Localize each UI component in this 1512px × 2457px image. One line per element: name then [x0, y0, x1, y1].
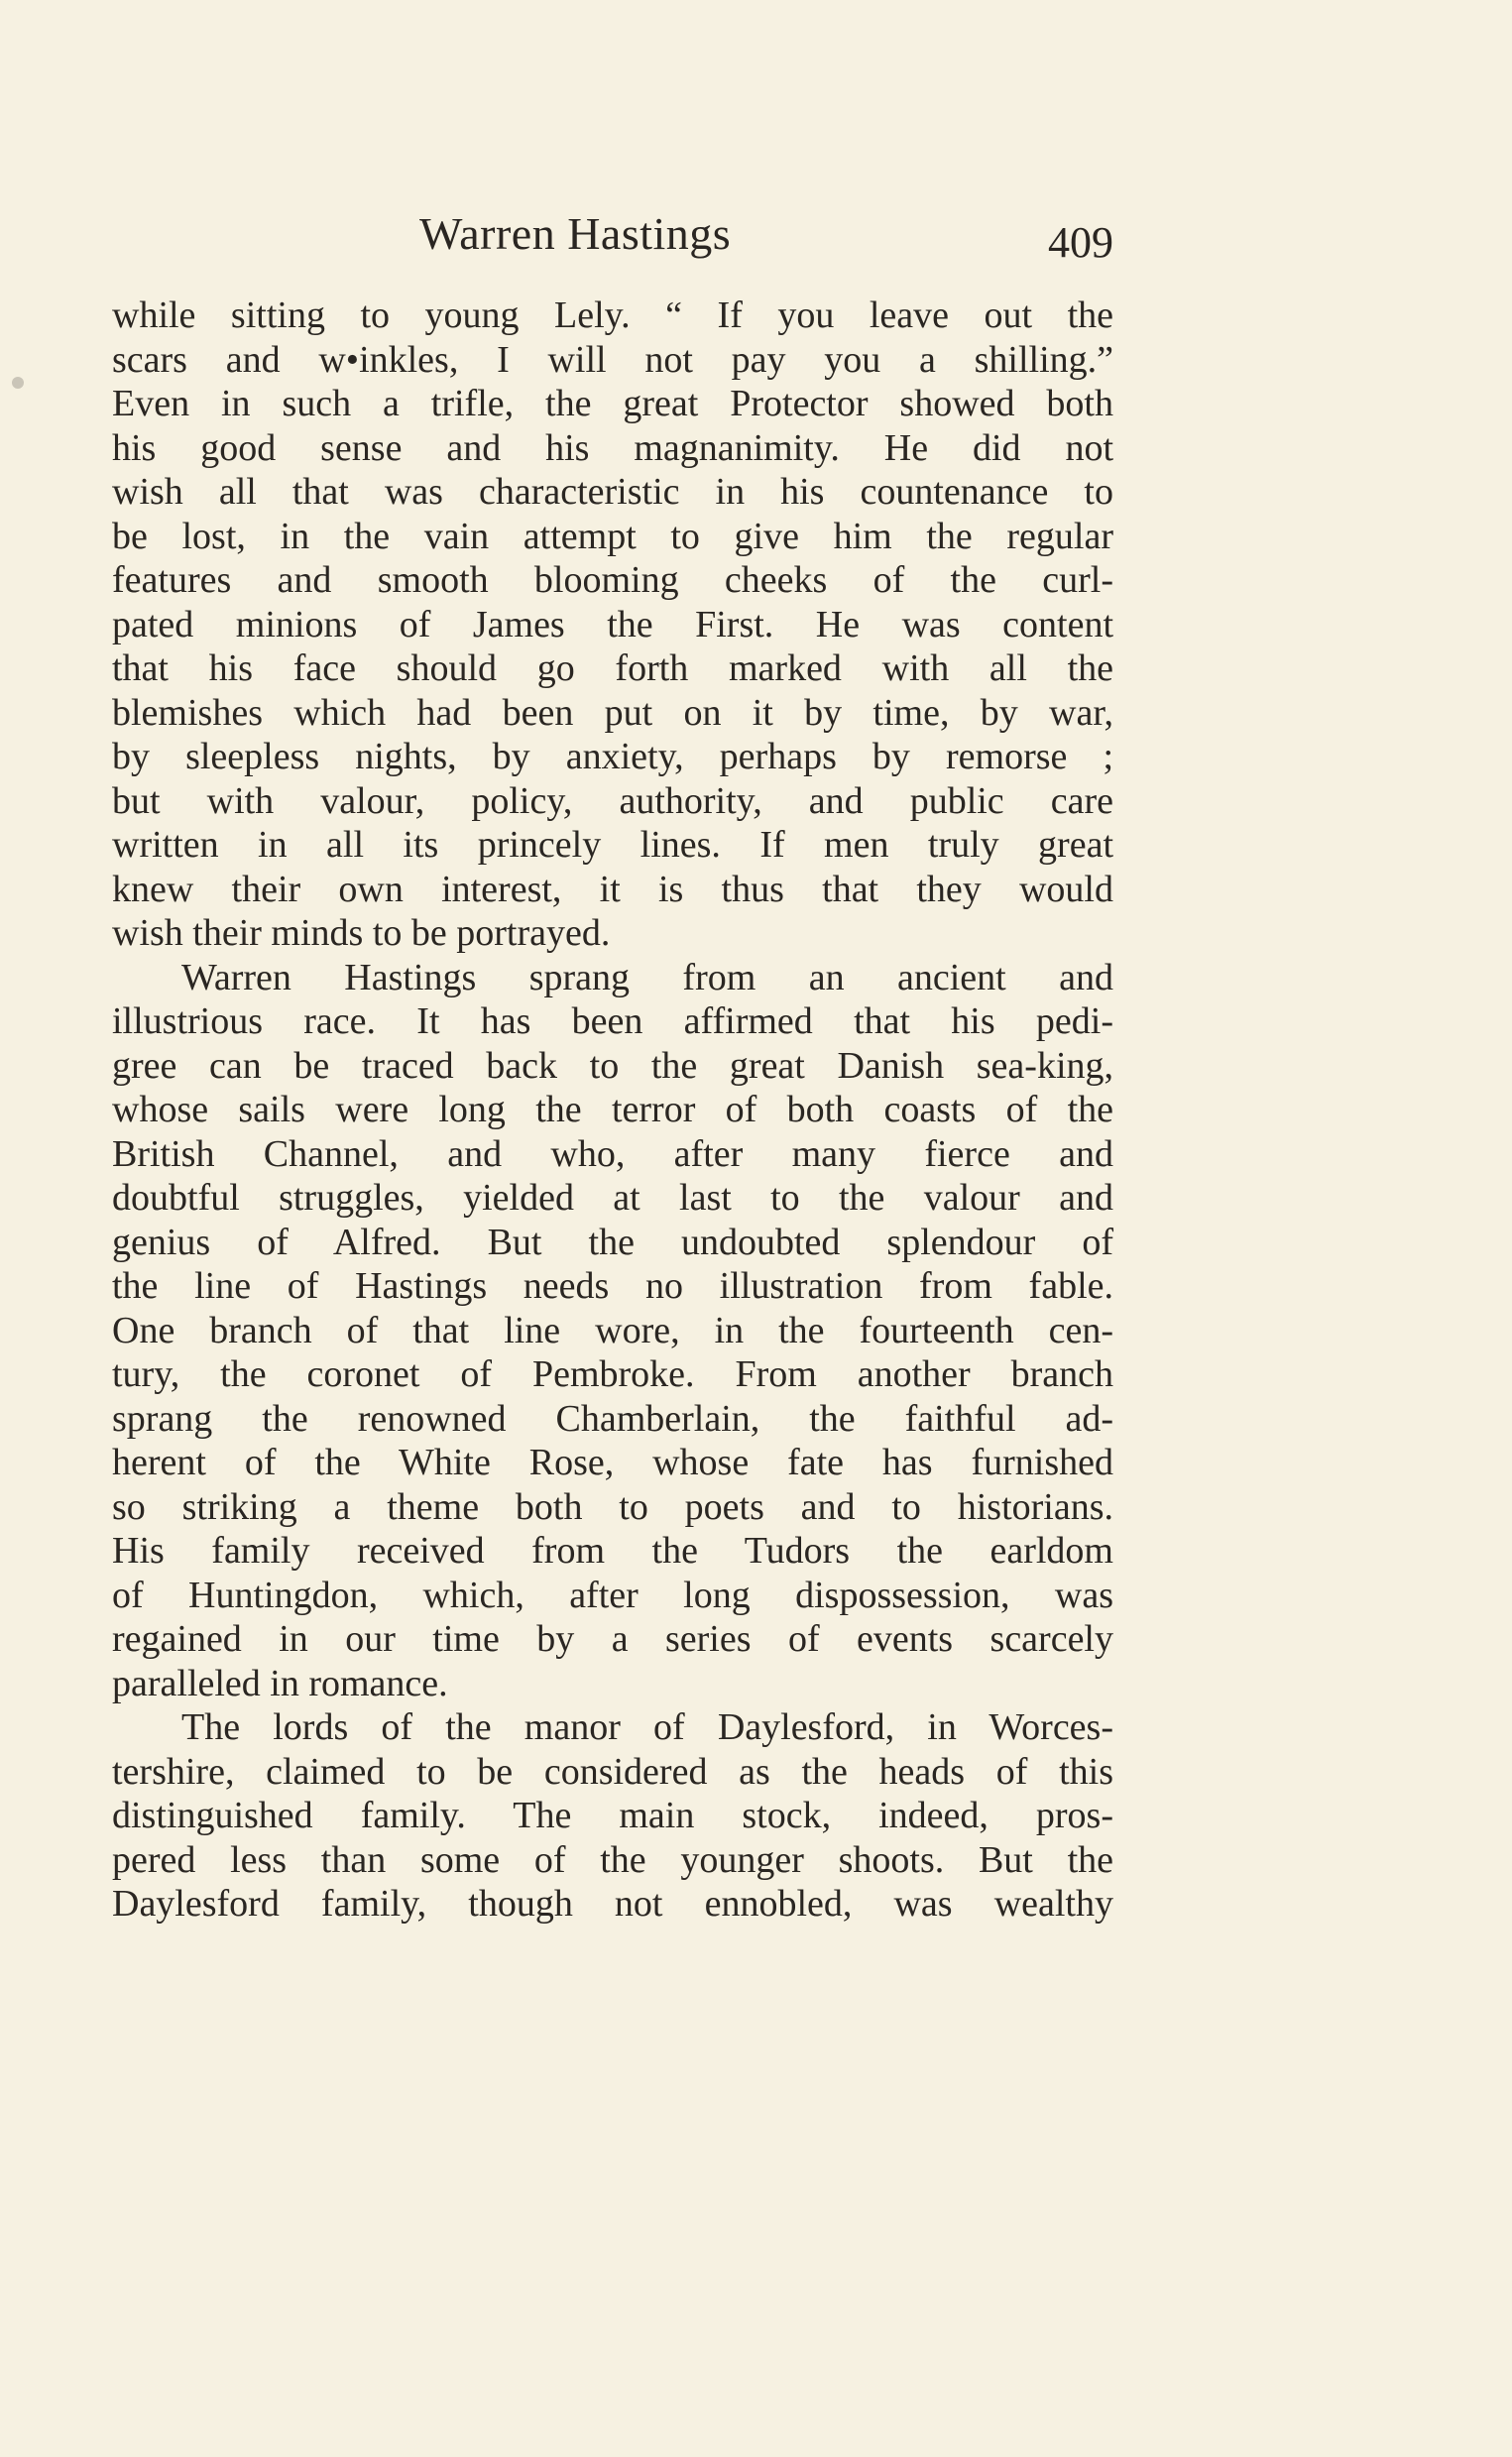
text-line: paralleled in romance.	[112, 1662, 448, 1704]
text-line: knew their own interest, it is thus that they would	[112, 868, 1113, 910]
text-line: features and smooth blooming cheeks of the curl-	[112, 559, 1113, 601]
text-line: tury, the coronet of Pembroke. From another branch	[112, 1353, 1113, 1395]
running-head	[112, 201, 1113, 271]
text-line: Warren Hastings sprang from an ancient and	[181, 956, 1113, 998]
text-line: British Channel, and who, after many fierce and	[112, 1132, 1113, 1175]
text-line: while sitting to young Lely. “ If you leave out the	[112, 294, 1113, 336]
text-line: of Huntingdon, which, after long dispossession, was	[112, 1574, 1113, 1616]
text-line: wish all that was characteristic in his countenance to	[112, 471, 1113, 513]
body-text	[112, 293, 1113, 1927]
page-number: 409	[1048, 218, 1113, 267]
text-line: sprang the renowned Chamberlain, the faithful ad-	[112, 1397, 1113, 1440]
text-line: doubtful struggles, yielded at last to the valour and	[112, 1177, 1113, 1219]
text-line: so striking a theme both to poets and to historians.	[112, 1485, 1113, 1528]
text-line: herent of the White Rose, whose fate has furnished	[112, 1442, 1113, 1483]
text-line: by sleepless nights, by anxiety, perhaps by remorse ;	[112, 736, 1113, 777]
text-line: tershire, claimed to be considered as the heads of this	[112, 1750, 1113, 1793]
text-line: pered less than some of the younger shoots. But the	[112, 1838, 1113, 1881]
text-line: distinguished family. The main stock, indeed, pros-	[112, 1795, 1113, 1836]
text-line: genius of Alfred. But the undoubted splendour of	[112, 1221, 1113, 1263]
text-line: His family received from the Tudors the earldom	[112, 1530, 1113, 1572]
text-line: but with valour, policy, authority, and public care	[112, 779, 1113, 822]
text-line: his good sense and his magnanimity. He did not	[112, 426, 1113, 469]
text-line: whose sails were long the terror of both coasts of the	[112, 1089, 1113, 1130]
text-line: the line of Hastings needs no illustration from fable.	[112, 1265, 1113, 1307]
text-line: regained in our time by a series of events scarcely	[112, 1618, 1113, 1660]
text-line: Even in such a trifle, the great Protector showed both	[112, 383, 1113, 424]
text-line: wish their minds to be portrayed.	[112, 912, 611, 954]
text-line: blemishes which had been put on it by time, by war,	[112, 691, 1113, 734]
text-line: One branch of that line wore, in the fourteenth cen-	[112, 1309, 1113, 1351]
text-line: scars and w•inkles, I will not pay you a shilling.”	[112, 338, 1113, 381]
text-line: gree can be traced back to the great Danish sea-king,	[112, 1044, 1113, 1087]
text-line: pated minions of James the First. He was content	[112, 603, 1113, 645]
text-line: The lords of the manor of Daylesford, in Worces-	[181, 1706, 1113, 1748]
running-title: Warren Hastings	[419, 208, 732, 259]
text-line: Daylesford family, though not ennobled, was wealthy	[112, 1883, 1113, 1925]
text-line: be lost, in the vain attempt to give him the regular	[112, 515, 1113, 557]
text-line: that his face should go forth marked with all the	[112, 647, 1113, 689]
text-line: written in all its princely lines. If men truly great	[112, 824, 1113, 866]
margin-smudge	[12, 377, 24, 389]
text-line: illustrious race. It has been affirmed that his pedi-	[112, 1000, 1113, 1042]
